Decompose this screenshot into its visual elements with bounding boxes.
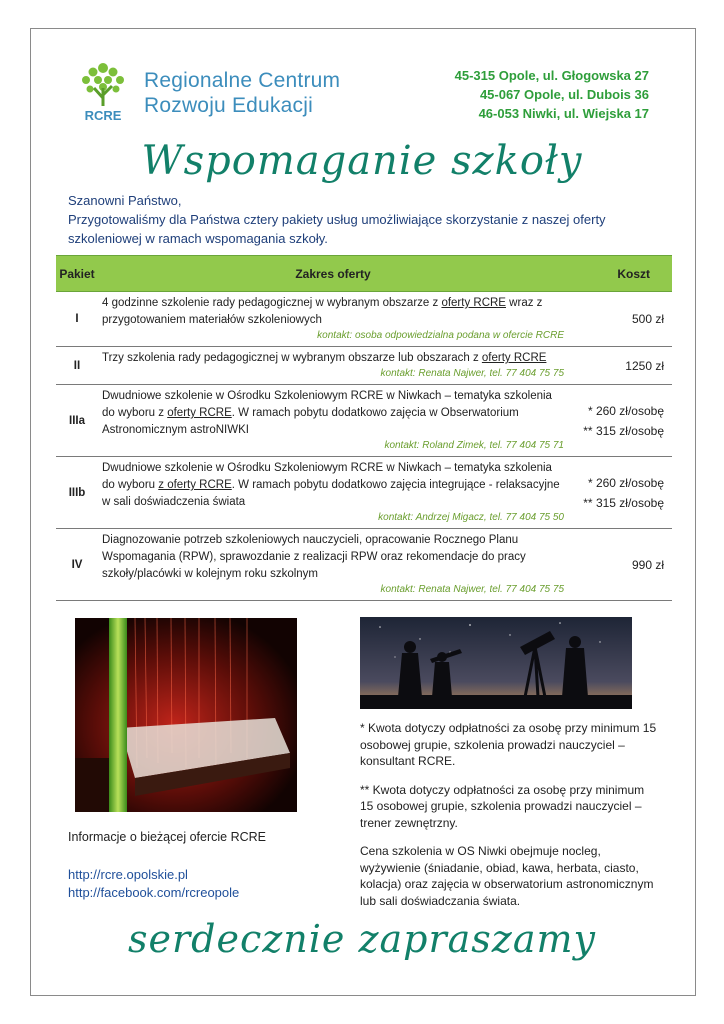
note-2: ** Kwota dotyczy odpłatności za osobę przy minimum 15 osobowej grupie, szkolenia prowadzi nauczyciel – trener zewnętrzny. [360,782,645,830]
row-text-before: Trzy szkolenia rady pedagogicznej w wybranym obszarze lub obszarach z [102,352,482,364]
header-pakiet: Pakiet [56,256,98,292]
note-3: Cena szkolenia w OS Niwki obejmuje nocleg, wyżywienie (śniadanie, obiad, kawa, herbata, ciasto, kolacja) oraz zajęcia w obserwatorium astronomicznym lub sali doświadczania świata. [360,844,654,908]
row-koszt-2: ** 315 zł/osobę [583,423,664,438]
row-contact: kontakt: Roland Zimek, tel. 77 404 75 71 [384,440,564,451]
info-text: Informacje o bieżącej ofercie RCRE [68,830,266,844]
row-pakiet: IV [56,529,98,601]
row-zakres [98,292,568,347]
row-koszt [568,292,672,347]
row-koszt [568,529,672,601]
rcre-logo-icon [78,58,128,124]
facebook-link[interactable]: http://facebook.com/rcreopole [68,885,240,900]
footer-invitation: serdecznie zapraszamy [128,917,596,961]
addresses [455,66,649,123]
astronomy-image [360,617,632,709]
row-contact: kontakt: Renata Najwer, tel. 77 404 75 75 [380,368,564,379]
page-title: Wspomaganie szkoły [141,138,583,184]
row-contact: kontakt: osoba odpowiedzialna podana w ofercie RCRE [317,330,564,341]
address-2: 45-067 Opole, ul. Dubois 36 [479,87,649,102]
row-koszt [568,457,672,529]
offer-link[interactable]: z oferty RCRE [158,479,232,491]
row-text-after: . W ramach pobytu dodatkowo zajęcia w Obserwatorium Astronomicznym astroNIWKI [102,407,519,436]
table-row [56,529,672,601]
sensory-room-image [75,618,297,812]
row-text-before: Dwudniowe szkolenie w Ośrodku Szkoleniowym RCRE w Niwkach – tematyka szkolenia do wyboru [102,462,552,491]
row-koszt-1: 1250 zł [625,358,664,373]
row-koszt-1: * 260 zł/osobę [587,475,664,490]
notes [360,720,660,921]
offer-link[interactable]: oferty RCRE [441,297,506,309]
row-zakres [98,529,568,601]
greeting: Szanowni Państwo, [68,193,182,208]
header-zakres: Zakres oferty [98,256,568,292]
org-name: Regionalne Centrum Rozwoju Edukacji [144,69,341,117]
row-contact: kontakt: Renata Najwer, tel. 77 404 75 75 [380,584,564,595]
table-row [56,292,672,347]
row-zakres [98,347,568,385]
offer-table [56,255,672,601]
row-contact: kontakt: Andrzej Migacz, tel. 77 404 75 50 [378,512,564,523]
website-link[interactable]: http://rcre.opolskie.pl [68,867,188,882]
row-koszt [568,385,672,457]
row-zakres [98,457,568,529]
table-row [56,385,672,457]
table-row [56,347,672,385]
header-koszt: Koszt [568,256,672,292]
row-koszt-1: * 260 zł/osobę [587,403,664,418]
row-text-before: Diagnozowanie potrzeb szkoleniowych nauczycieli, opracowanie Rocznego Planu Wspomagania (RPW), sprawozdanie z realizacji RPW oraz rekomendacje do pracy szkoły/placówki w kolejnym roku szkolnym [102,534,526,580]
address-3: 46-053 Niwki, ul. Wiejska 17 [478,106,649,121]
row-text-before: 4 godzinne szkolenie rady pedagogicznej w wybranym obszarze z [102,297,442,309]
logo-text: RCRE [84,108,122,123]
row-pakiet: IIIb [56,457,98,529]
table-row [56,457,672,529]
row-koszt-2: ** 315 zł/osobę [583,495,664,510]
table-header-row [56,256,672,292]
offer-link[interactable]: oferty RCRE [167,407,232,419]
offer-link[interactable]: oferty RCRE [481,352,547,364]
row-text-after: . W ramach pobytu dodatkowo zajęcia integrujące - relaksacyjne w sali doświadczenia świata [102,479,560,508]
row-koszt-1: 500 zł [631,312,664,326]
intro-text: Przygotowaliśmy dla Państwa cztery pakiety usług umożliwiające skorzystanie z naszej oferty szkoleniowej w ramach wspomagania szkoły. [68,212,606,246]
note-1: * Kwota dotyczy odpłatności za osobę przy minimum 15 osobowej grupie, szkolenia prowadzi nauczyciel – konsultant RCRE. [360,721,657,768]
row-text-after: wraz z przygotowaniem materiałów szkoleniowych [102,297,543,326]
row-pakiet: IIIa [56,385,98,457]
row-pakiet: II [56,347,98,385]
row-zakres [98,385,568,457]
row-koszt [568,347,672,385]
links [68,866,239,902]
intro [68,191,660,248]
row-pakiet: I [56,292,98,347]
address-1: 45-315 Opole, ul. Głogowska 27 [454,68,649,83]
row-koszt-1: 990 zł [631,557,664,572]
row-text-before: Dwudniowe szkolenie w Ośrodku Szkoleniowym RCRE w Niwkach – tematyka szkolenia do wyboru z [102,390,552,419]
